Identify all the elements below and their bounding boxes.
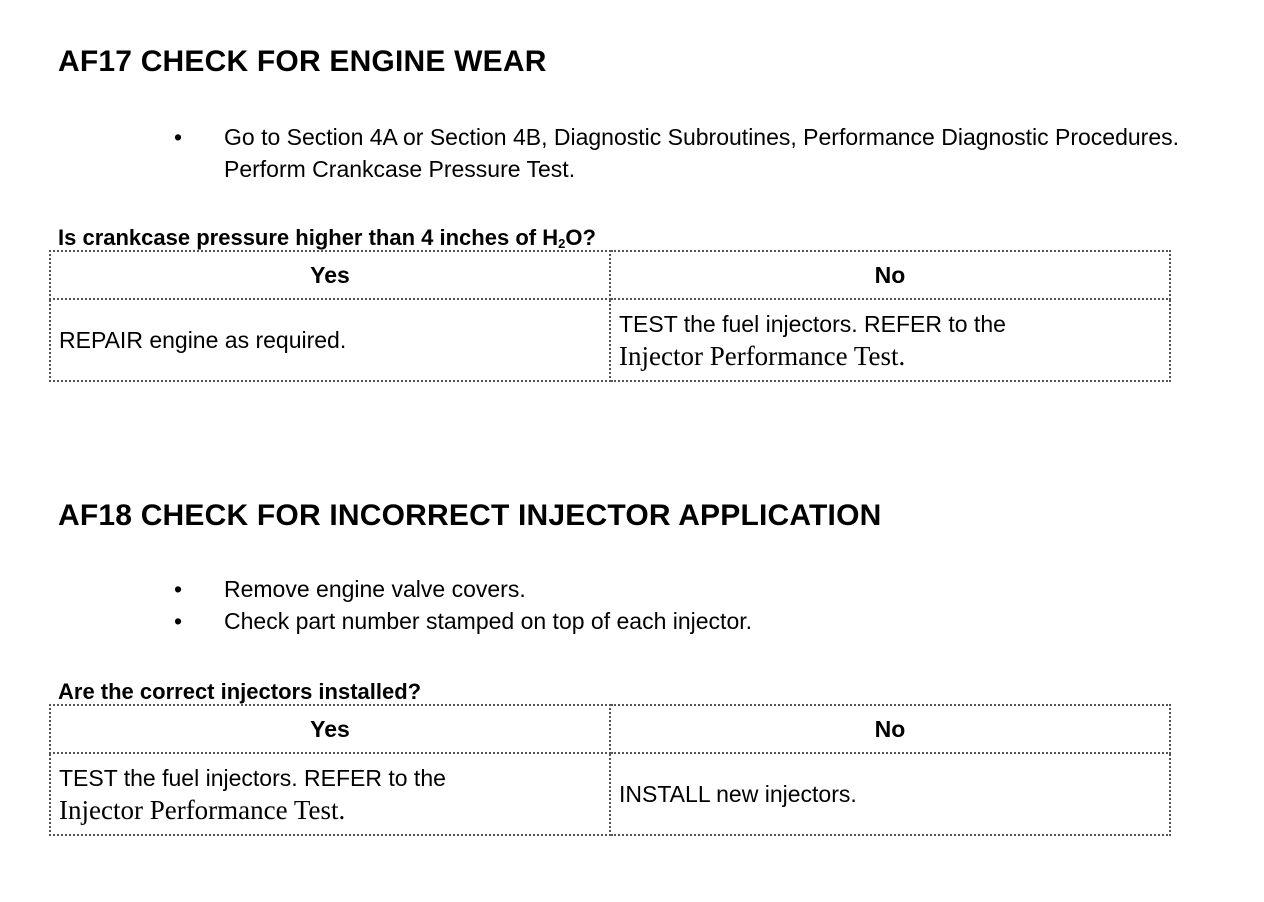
bullet-list	[58, 573, 1218, 637]
question: Are the correct injectors installed?	[58, 679, 422, 704]
no-header: No	[610, 251, 1170, 299]
no-cell	[610, 299, 1170, 381]
list-item	[58, 605, 1224, 637]
answer-table	[49, 250, 1171, 382]
yes-cell	[50, 753, 610, 835]
yes-cell	[50, 299, 610, 381]
bullet-list	[58, 121, 1218, 185]
yes-action-text: REPAIR engine as required.	[59, 327, 347, 353]
bullet-text: Check part number stamped on top of each injector.	[224, 608, 753, 634]
no-cell	[610, 753, 1170, 835]
answer-table	[49, 704, 1171, 836]
section-af17	[58, 40, 1218, 382]
yes-action-text: TEST the fuel injectors. REFER to the	[59, 764, 446, 791]
bullet-icon: •	[174, 124, 183, 150]
bullet-icon: •	[174, 576, 183, 602]
bullet-icon: •	[174, 608, 183, 634]
question-suffix: O?	[565, 225, 596, 250]
table-row	[50, 299, 1170, 381]
no-header: No	[610, 705, 1170, 753]
yes-header: Yes	[50, 251, 610, 299]
question	[58, 224, 1218, 252]
table-header-row	[50, 251, 1170, 299]
bullet-text: Remove engine valve covers.	[224, 576, 526, 602]
procedure-reference: Injector Performance Test.	[59, 794, 346, 825]
procedure-reference: Injector Performance Test.	[619, 340, 906, 371]
question-text: Is crankcase pressure higher than 4 inches of H	[58, 225, 559, 250]
table-row	[50, 753, 1170, 835]
list-item	[58, 573, 1224, 605]
section-af18	[58, 494, 1218, 836]
no-action-text: TEST the fuel injectors. REFER to the	[619, 310, 1006, 337]
no-action-text: INSTALL new injectors.	[619, 781, 857, 807]
section-heading: AF17 CHECK FOR ENGINE WEAR	[58, 45, 547, 78]
question-subscript: 2	[558, 236, 566, 251]
table-header-row	[50, 705, 1170, 753]
bullet-text: Go to Section 4A or Section 4B, Diagnostic Subroutines, Performance Diagnostic Procedures. Perform Crankcase Pressure Test.	[224, 124, 1180, 182]
yes-header: Yes	[50, 705, 610, 753]
list-item	[58, 121, 1224, 185]
section-heading: AF18 CHECK FOR INCORRECT INJECTOR APPLICATION	[58, 499, 882, 532]
